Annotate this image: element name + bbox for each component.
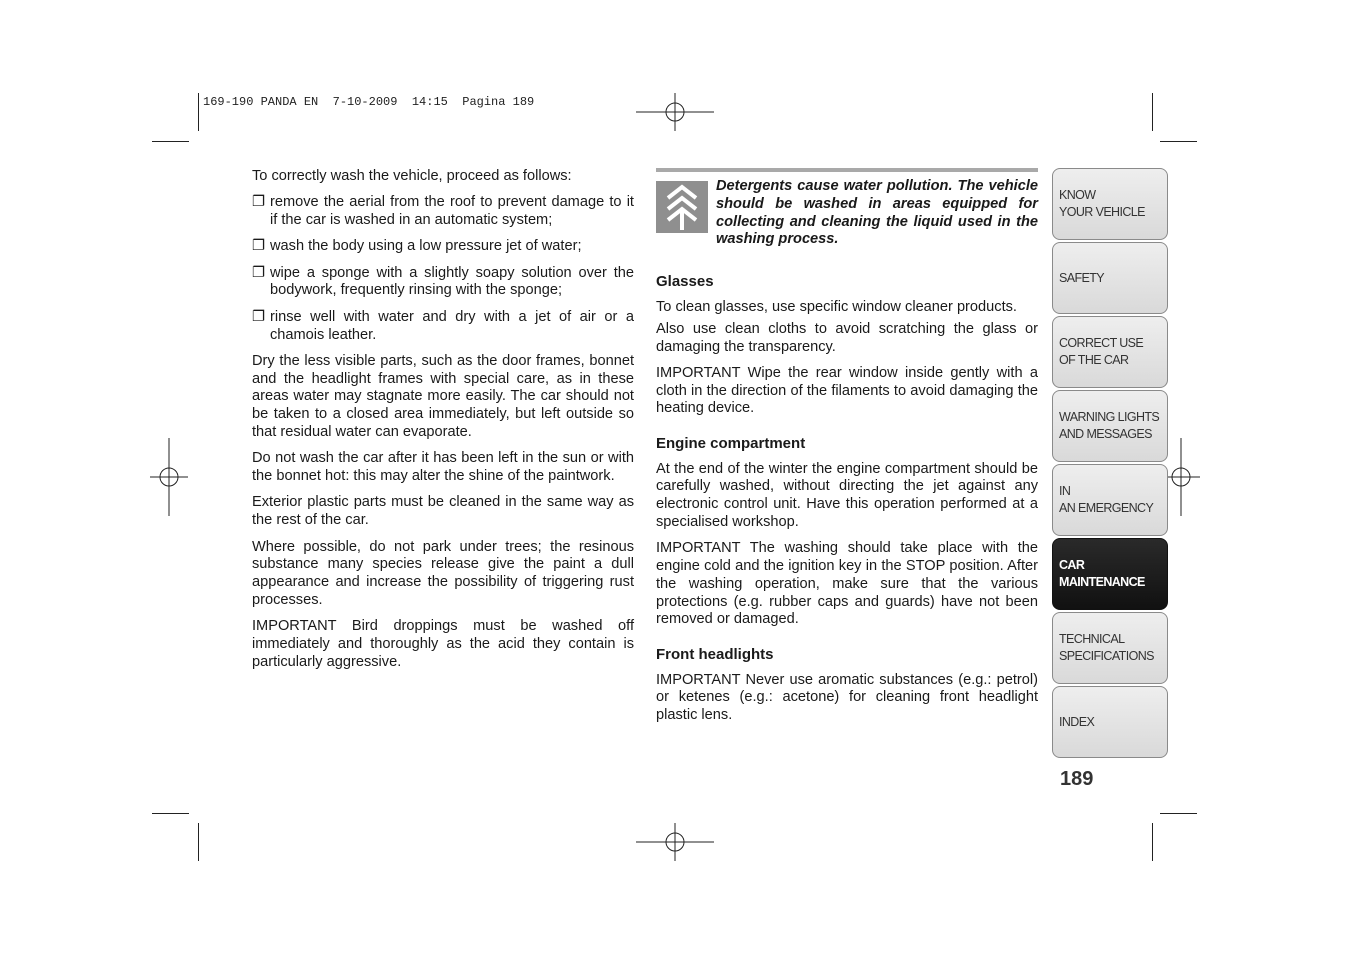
tab-warning-lights[interactable]: WARNING LIGHTS AND MESSAGES (1052, 390, 1168, 462)
print-slug: 169-190 PANDA EN 7-10-2009 14:15 Pagina 189 (203, 95, 535, 109)
registration-mark-icon (636, 823, 714, 861)
checkbox-bullet-icon: ❐ (252, 264, 266, 281)
paragraph: Where possible, do not park under trees; the resinous substance many species release give the paint a dull appearance and increase the possibility of triggering rust processes. (252, 538, 634, 608)
tab-car-maintenance[interactable]: CAR MAINTENANCE (1052, 538, 1168, 610)
right-column (656, 168, 1038, 733)
crop-mark (152, 141, 189, 142)
registration-mark-icon (150, 438, 188, 516)
paragraph: Also use clean cloths to avoid scratching the glass or damaging the transparency. (656, 320, 1038, 355)
warning-text: Detergents cause water pollution. The vehicle should be washed in areas equipped for collecting and cleaning the liquid used in the washing process. (716, 178, 1038, 248)
crop-mark (1152, 93, 1153, 131)
tab-in-an-emergency[interactable]: IN AN EMERGENCY (1052, 464, 1168, 536)
paragraph: Exterior plastic parts must be cleaned in the same way as the rest of the car. (252, 494, 634, 529)
paragraph: To clean glasses, use specific window cleaner products. (656, 298, 1017, 315)
paragraph: IMPORTANT The washing should take place with the engine cold and the ignition key in the STOP position. After the washing operation, make sure that the various protections (e.g. rubber caps and guards) have not been removed or damaged. (656, 540, 1038, 628)
paragraph: IMPORTANT Wipe the rear window inside gently with a cloth in the direction of the filaments to avoid damaging the heating device. (656, 364, 1038, 417)
paragraph: IMPORTANT Bird droppings must be washed off immediately and thoroughly as the acid they contain is particularly aggressive. (252, 618, 634, 670)
list-item: ❐ rinse well with water and dry with a jet of air or a chamois leather. (252, 308, 634, 343)
paragraph: Dry the less visible parts, such as the door frames, bonnet and the headlight frames with special care, as in these areas water may stagnate more easily. The car should not be taken to a closed area immediately, but left outside so that residual water can evaporate. (252, 352, 634, 441)
crop-mark (1152, 823, 1153, 861)
paragraph: At the end of the winter the engine compartment should be carefully washed, without directing the jet against any electronic control unit. Have this operation performed at a specialised workshop. (656, 460, 1038, 530)
list-item: ❐ wash the body using a low pressure jet of water; (252, 238, 582, 255)
intro-text: To correctly wash the vehicle, proceed as follows: (252, 168, 572, 184)
crop-mark (1160, 813, 1197, 814)
crop-mark (152, 813, 189, 814)
tree-icon (656, 181, 708, 233)
tab-technical-specifications[interactable]: TECHNICAL SPECIFICATIONS (1052, 612, 1168, 684)
section-tabs (1052, 168, 1168, 760)
section-heading-glasses: Glasses (656, 273, 714, 291)
paragraph: Do not wash the car after it has been left in the sun or with the bonnet hot: this may alter the shine of the paintwork. (252, 450, 634, 485)
section-rule (656, 168, 1038, 172)
tab-correct-use[interactable]: CORRECT USE OF THE CAR (1052, 316, 1168, 388)
tab-know-your-vehicle[interactable]: KNOW YOUR VEHICLE (1052, 168, 1168, 240)
section-heading-engine: Engine compartment (656, 434, 806, 452)
tab-safety[interactable]: SAFETY (1052, 242, 1168, 314)
paragraph: IMPORTANT Never use aromatic substances (e.g.: petrol) or ketenes (e.g.: acetone) for cleaning front headlight plastic lens. (656, 671, 1038, 724)
crop-mark (1160, 141, 1197, 142)
page-number: 189 (1060, 768, 1094, 790)
crop-mark (198, 93, 199, 131)
checkbox-bullet-icon: ❐ (252, 238, 266, 255)
list-item: ❐ remove the aerial from the roof to prevent damage to it if the car is washed in an automatic system; (252, 194, 634, 229)
checkbox-bullet-icon: ❐ (252, 194, 266, 211)
checkbox-bullet-icon: ❐ (252, 308, 266, 325)
environment-warning (656, 178, 1038, 249)
list-item: ❐ wipe a sponge with a slightly soapy solution over the bodywork, frequently rinsing with the sponge; (252, 264, 634, 299)
registration-mark-icon (636, 93, 714, 131)
tab-index[interactable]: INDEX (1052, 686, 1168, 758)
left-column (252, 168, 634, 680)
section-heading-headlights: Front headlights (656, 645, 774, 663)
crop-mark (198, 823, 199, 861)
